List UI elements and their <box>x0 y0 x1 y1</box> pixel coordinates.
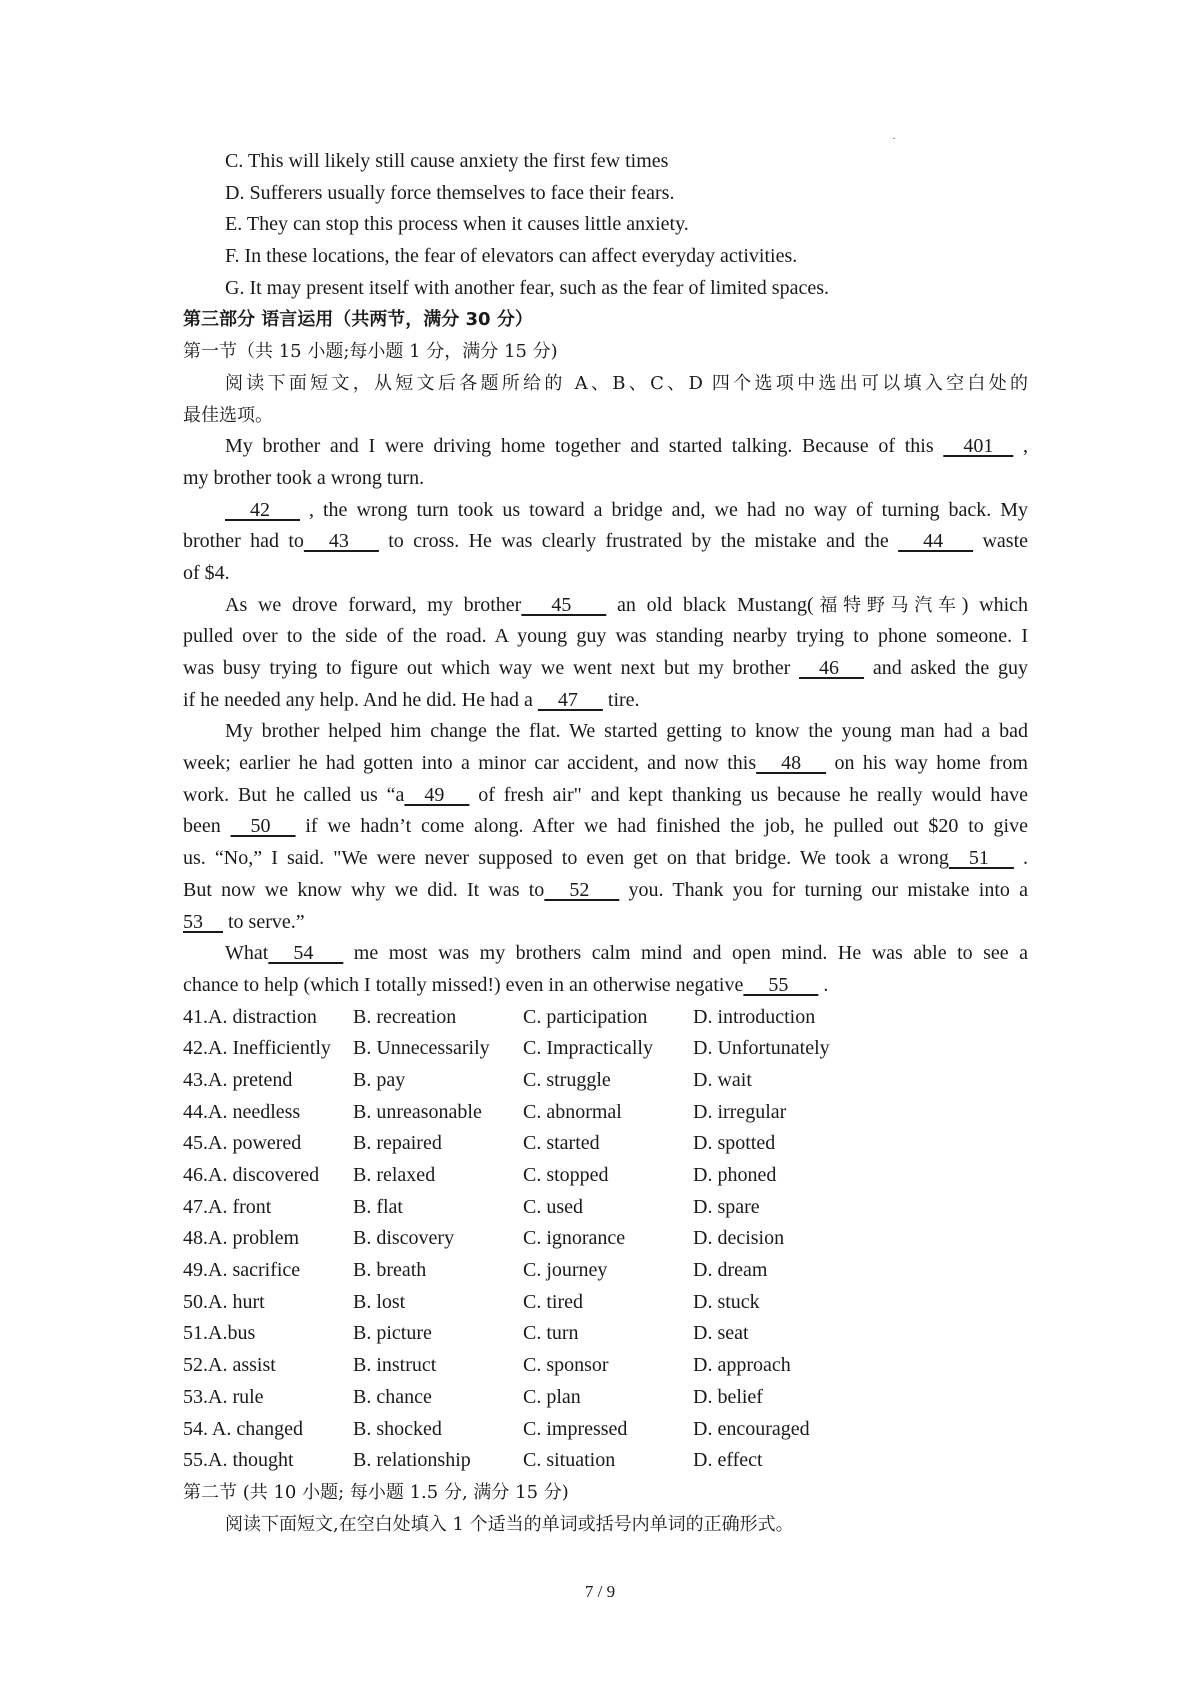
question-row <box>183 1160 1028 1192</box>
part3-title: 第三部分 语言运用（共两节，满分 30 分） <box>183 309 533 331</box>
passage-text: As we drove forward, my brother <box>225 593 522 616</box>
passage-text: of $4. <box>183 561 230 584</box>
blank-50: 50 <box>230 815 296 838</box>
option-a: 43.A. pretend <box>183 1068 293 1091</box>
passage-text: to cross. He was clearly frustrated by the mistake and the <box>378 530 899 553</box>
option-a: 47.A. front <box>183 1195 272 1218</box>
option-c: C. Impractically <box>523 1037 653 1060</box>
option-line: E. They can stop this process when it causes little anxiety. <box>225 213 689 236</box>
option-a: 45.A. powered <box>183 1132 302 1155</box>
passage-line <box>183 811 1028 843</box>
option-a: 44.A. needless <box>183 1100 301 1123</box>
passage-text: to serve.” <box>223 910 305 933</box>
question-row <box>183 1318 1028 1350</box>
option-b: B. relationship <box>353 1449 471 1472</box>
passage-text: What <box>225 942 269 965</box>
option-b: B. relaxed <box>353 1164 436 1186</box>
passage-text: you. Thank you for turning our mistake into a <box>619 878 1028 901</box>
blank-43: 43 <box>303 530 379 553</box>
option-line: C. This will likely still cause anxiety the first few times <box>225 150 669 172</box>
blank-49: 49 <box>404 783 470 806</box>
option-c: C. turn <box>523 1322 579 1345</box>
passage-text: . <box>818 973 829 996</box>
passage-text: if he needed any help. And he did. He had a <box>183 688 538 711</box>
option-a: 52.A. assist <box>183 1354 276 1377</box>
option-d: D. approach <box>693 1354 791 1377</box>
passage-line <box>183 495 1028 527</box>
option-d: D. effect <box>693 1449 763 1472</box>
passage-text: work. But he called us “a <box>183 783 405 806</box>
passage-text: My brother helped him change the flat. We started getting to know the young man had a bad <box>225 720 1028 743</box>
passage-line <box>183 780 1028 812</box>
question-row <box>183 1065 1028 1097</box>
option-b: B. flat <box>353 1195 403 1218</box>
passage-text: been <box>183 815 231 838</box>
option-c: C. started <box>523 1132 600 1155</box>
passage-line <box>183 526 1028 558</box>
option-d: D. spotted <box>693 1132 776 1155</box>
passage-text: tire. <box>602 688 640 711</box>
option-b: B. shocked <box>353 1417 442 1440</box>
passage-line <box>183 685 1028 717</box>
question-row <box>183 1002 1028 1034</box>
passage-text: pulled over to the side of the road. A young guy was standing nearby trying to phone someone. I <box>183 625 1028 648</box>
passage-text: My brother and I were driving home together and started talking. Because of this <box>225 435 944 458</box>
option-c: C. ignorance <box>523 1227 626 1250</box>
option-a: 55.A. thought <box>183 1449 294 1472</box>
option-b: B. lost <box>353 1290 406 1313</box>
option-c: C. used <box>523 1195 583 1218</box>
option-c: C. plan <box>523 1385 581 1408</box>
option-b: B. instruct <box>353 1354 437 1377</box>
question-row <box>183 1192 1028 1224</box>
option-b: B. Unnecessarily <box>353 1037 490 1060</box>
option-a: 42.A. Inefficiently <box>183 1037 331 1060</box>
blank-52: 52 <box>544 878 620 901</box>
question-row <box>183 1097 1028 1129</box>
section2-instruction: 阅读下面短文,在空白处填入 1 个适当的单词或括号内单词的正确形式。 <box>225 1513 794 1535</box>
question-row <box>183 1128 1028 1160</box>
passage-line <box>183 431 1028 463</box>
passage-text: an old black Mustang( <box>606 593 814 616</box>
blank-401: 401 <box>943 435 1014 458</box>
option-c: C. impressed <box>523 1417 628 1440</box>
option-b: B. repaired <box>353 1132 442 1155</box>
option-c: C. tired <box>523 1290 583 1313</box>
passage-line <box>183 748 1028 780</box>
passage-line <box>183 590 1028 622</box>
passage-text: chance to help (which I totally missed!) even in an otherwise negative <box>183 973 744 996</box>
passage-text: , the wrong turn took us toward a bridge and, we had no way of turning back. My <box>300 498 1028 521</box>
question-row <box>183 1445 1028 1477</box>
option-d: D. encouraged <box>693 1417 810 1440</box>
passage-line <box>183 463 1028 495</box>
exam-page <box>183 146 1028 1540</box>
option-b: B. breath <box>353 1259 427 1282</box>
option-b: B. recreation <box>353 1005 457 1028</box>
option-line: F. In these locations, the fear of elevators can affect everyday activities. <box>225 245 798 268</box>
passage-text: my brother took a wrong turn. <box>183 466 425 489</box>
blank-51: 51 <box>948 847 1014 870</box>
scan-speck <box>893 138 895 139</box>
option-d: D. decision <box>693 1227 785 1250</box>
blank-55: 55 <box>743 973 819 996</box>
option-line: G. It may present itself with another fear, such as the fear of limited spaces. <box>225 276 829 299</box>
passage-line <box>183 875 1028 907</box>
passage-text: if we hadn’t come along. After we had finished the job, he pulled out $20 to give <box>295 815 1028 838</box>
option-a: 49.A. sacrifice <box>183 1259 301 1282</box>
passage-line <box>183 621 1028 653</box>
cloze-passage <box>183 431 1028 1001</box>
page-number: 7 / 9 <box>584 1582 616 1601</box>
passage-text: week; earlier he had gotten into a minor car accident, and now this <box>183 752 757 775</box>
passage-line <box>183 558 1028 590</box>
option-d: D. Unfortunately <box>693 1037 830 1060</box>
option-a: 48.A. problem <box>183 1227 300 1250</box>
passage-line <box>183 843 1028 875</box>
instructions-line: 最佳选项。 <box>183 404 273 426</box>
option-c: C. struggle <box>523 1068 611 1091</box>
option-d: D. seat <box>693 1322 749 1345</box>
blank-44: 44 <box>898 530 974 553</box>
passage-text: brother had to <box>183 530 304 553</box>
blank-46: 46 <box>799 657 865 679</box>
option-b: B. pay <box>353 1068 406 1091</box>
option-d: D. stuck <box>693 1290 760 1313</box>
blank-42: 42 <box>225 498 300 521</box>
question-row <box>183 1350 1028 1382</box>
passage-text: But now we know why we did. It was to <box>183 878 545 901</box>
question-row <box>183 1255 1028 1287</box>
section1-title: 第一节（共 15 小题;每小题 1 分，满分 15 分) <box>183 341 558 363</box>
option-a: 53.A. rule <box>183 1385 264 1408</box>
option-b: B. chance <box>353 1385 432 1408</box>
question-row <box>183 1382 1028 1414</box>
passage-text: of fresh air" and kept thanking us because he really would have <box>469 783 1028 806</box>
option-b: B. unreasonable <box>353 1100 482 1123</box>
option-c: C. sponsor <box>523 1354 609 1377</box>
option-a: 51.A.bus <box>183 1322 256 1345</box>
previous-section-options <box>183 146 1028 304</box>
chinese-gloss: 福特野马汽车 <box>813 594 962 616</box>
option-c: C. situation <box>523 1449 616 1472</box>
option-a: 50.A. hurt <box>183 1290 265 1313</box>
option-a: 54. A. changed <box>183 1417 303 1440</box>
option-c: C. abnormal <box>523 1100 622 1123</box>
option-d: D. irregular <box>693 1100 787 1123</box>
passage-text: ) which <box>961 593 1028 616</box>
passage-text: on his way home from <box>826 752 1028 775</box>
option-d: D. dream <box>693 1259 768 1282</box>
passage-text: , <box>1013 435 1028 458</box>
option-d: D. wait <box>693 1068 752 1091</box>
question-row <box>183 1223 1028 1255</box>
option-d: D. phoned <box>693 1164 777 1186</box>
option-b: B. discovery <box>353 1227 455 1250</box>
passage-line <box>183 716 1028 748</box>
passage-line <box>183 970 1028 1002</box>
question-row <box>183 1033 1028 1065</box>
passage-line <box>183 938 1028 970</box>
option-a: 41.A. distraction <box>183 1005 317 1028</box>
section2-title: 第二节 (共 10 小题; 每小题 1.5 分, 满分 15 分) <box>183 1481 569 1503</box>
blank-54: 54 <box>268 942 344 965</box>
option-d: D. spare <box>693 1195 760 1218</box>
passage-text: and asked the guy <box>864 657 1028 679</box>
option-d: D. belief <box>693 1385 763 1408</box>
option-c: C. journey <box>523 1259 608 1282</box>
passage-line <box>183 907 1028 939</box>
passage-text: me most was my brothers calm mind and open mind. He was able to see a <box>343 942 1028 965</box>
blank-48: 48 <box>756 752 827 775</box>
option-line: D. Sufferers usually force themselves to face their fears. <box>225 181 675 204</box>
blank-45: 45 <box>521 593 607 616</box>
passage-text: waste <box>973 530 1028 553</box>
question-row <box>183 1287 1028 1319</box>
blank-53: 53 <box>183 910 223 933</box>
question-row <box>183 1414 1028 1446</box>
passage-line <box>183 653 1028 685</box>
option-a: 46.A. discovered <box>183 1164 320 1186</box>
blank-47: 47 <box>537 688 603 711</box>
option-b: B. picture <box>353 1322 432 1345</box>
passage-text: . <box>1013 847 1028 870</box>
passage-text: us. “No,” I said. "We were never supposed to even get on that bridge. We took a wrong <box>183 847 949 870</box>
instructions-line: 阅读下面短文，从短文后各题所给的 A、B、C、D 四个选项中选出可以填入空白处的 <box>225 372 1028 394</box>
passage-text: was busy trying to figure out which way we went next but my brother <box>183 657 800 679</box>
option-d: D. introduction <box>693 1005 816 1028</box>
option-c: C. stopped <box>523 1164 609 1186</box>
question-options <box>183 1002 1028 1477</box>
option-c: C. participation <box>523 1005 648 1028</box>
